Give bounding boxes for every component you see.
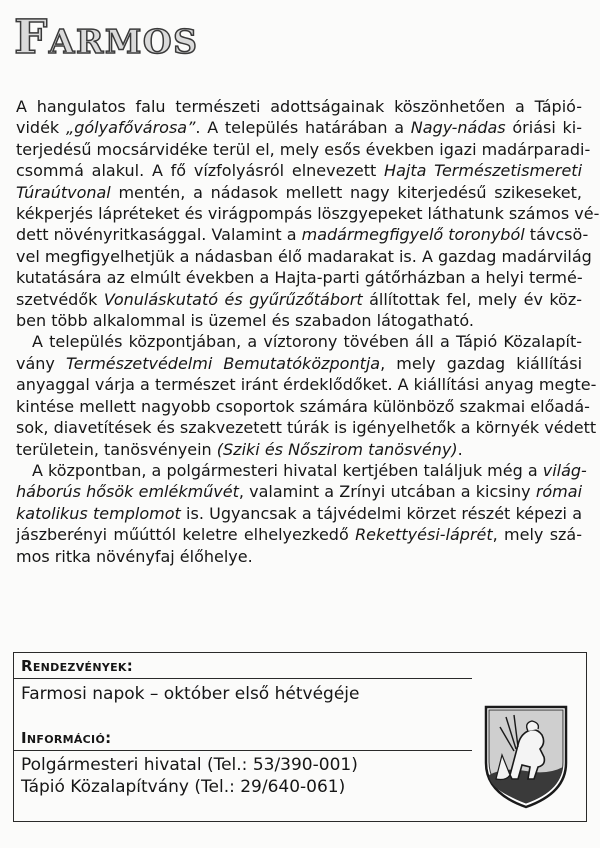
info-heading: Információ: bbox=[21, 729, 112, 747]
text-run: vány bbox=[16, 353, 66, 373]
events-text: Farmosi napok – október első hétvégéje bbox=[21, 684, 360, 704]
paragraph bbox=[16, 331, 597, 459]
text-run: állítottak fel, mely év köz- bbox=[362, 289, 583, 309]
text-run: mentén, a nádasok mellett nagy kiterjedésű szikeseket, bbox=[110, 182, 582, 202]
text-run: anyaggal várja a természet iránt érdeklődőket. A kiállítási anyag megte- bbox=[16, 375, 597, 395]
text-run: kintése mellett nagyobb csoportok számára különböző szakmai előadá- bbox=[16, 396, 590, 416]
text-run: . A település határában a bbox=[195, 118, 411, 138]
article-body bbox=[16, 96, 600, 567]
text-run: is. Ugyancsak a tájvédelmi körzet részét képezi a bbox=[180, 503, 583, 523]
emphasis-text: Hajta Természetismereti bbox=[384, 161, 583, 181]
text-run: mos ritka növényfaj élőhelye. bbox=[16, 546, 253, 566]
text-run: sok, diavetítések és szakvezetett túrák is igényelhetők a környék védett bbox=[16, 418, 597, 438]
emphasis-text: „gólyafővárosa” bbox=[65, 118, 196, 138]
text-line bbox=[16, 96, 582, 117]
events-heading: Rendezvények: bbox=[21, 657, 134, 675]
text-line bbox=[16, 289, 582, 310]
text-line bbox=[16, 267, 582, 288]
text-run: területein, tanösvényein bbox=[16, 439, 217, 459]
text-line bbox=[16, 331, 582, 352]
text-run: vel megfigyelhetjük a nádasban élő madarakat is. A gazdag madárvilág bbox=[16, 246, 592, 266]
emphasis-text: Túraútvonal bbox=[16, 182, 111, 202]
text-run: kutatására az elmúlt években a Hajta-parti gátőrházban a helyi termé- bbox=[16, 268, 583, 288]
text-line bbox=[16, 460, 587, 481]
contact-line: Tápió Közalapítvány (Tel.: 29/640-061) bbox=[21, 777, 346, 797]
emphasis-text: katolikus templomot bbox=[16, 503, 181, 523]
text-line bbox=[16, 182, 582, 203]
contact-line: Polgármesteri hivatal (Tel.: 53/390-001) bbox=[21, 755, 358, 775]
text-line bbox=[16, 374, 597, 395]
text-run: dett növényritkasággal. Valamint a bbox=[16, 225, 302, 245]
text-run: távcsö- bbox=[524, 225, 589, 245]
emphasis-text: Nagy-nádas bbox=[410, 118, 506, 138]
divider bbox=[14, 750, 472, 751]
text-line bbox=[16, 160, 582, 181]
text-run: szetvédők bbox=[16, 289, 104, 309]
text-line bbox=[16, 524, 582, 545]
text-run: kékperjés lápréteket és virágpompás löszgyepeket láthatunk számos vé- bbox=[16, 204, 600, 224]
emphasis-text: (Sziki és Nőszirom tanösvény) bbox=[216, 439, 458, 459]
emphasis-text: háborús hősök emlékművét bbox=[16, 482, 239, 502]
text-run: vidék bbox=[16, 118, 66, 138]
text-line bbox=[16, 503, 582, 524]
text-line bbox=[16, 481, 582, 502]
text-line bbox=[16, 246, 592, 267]
text-run: , mely szá- bbox=[492, 525, 583, 545]
text-line bbox=[16, 439, 582, 460]
paragraph bbox=[16, 460, 587, 567]
page-title: Farmos bbox=[14, 10, 199, 65]
text-line bbox=[16, 546, 582, 567]
emphasis-text: Vonuláskutató és gyűrűzőtábort bbox=[103, 289, 363, 309]
text-line bbox=[16, 203, 600, 224]
text-run: ben több alkalommal is üzemel és szabadon látogatható. bbox=[16, 311, 474, 331]
text-run: csommá alakul. A fő vízfolyásról elnevezett bbox=[16, 161, 385, 181]
emphasis-text: római bbox=[535, 482, 583, 502]
text-line bbox=[16, 310, 582, 331]
text-run: A település központjában, a víztorony tövében áll a Tápió Közalapít- bbox=[32, 332, 582, 352]
text-line bbox=[16, 353, 582, 374]
emphasis-text: Rekettyési-láprét bbox=[355, 525, 493, 545]
emphasis-text: Természetvédelmi Bemutatóközpontja bbox=[65, 353, 381, 373]
text-run: A központban, a polgármesteri hivatal kertjében találjuk még a bbox=[32, 460, 543, 480]
text-run: A hangulatos falu természeti adottságainak köszönhetően a Tápió- bbox=[16, 97, 582, 116]
divider bbox=[14, 678, 472, 679]
emphasis-text: madármegfigyelő toronyból bbox=[301, 225, 525, 245]
text-line bbox=[16, 139, 591, 160]
text-run: jászberényi műúttól keletre elhelyezkedő bbox=[16, 525, 356, 545]
coat-of-arms-icon bbox=[484, 705, 568, 809]
text-line bbox=[16, 417, 597, 438]
text-run: . bbox=[457, 439, 463, 459]
text-run: , mely gazdag kiállítási bbox=[380, 353, 583, 373]
text-line bbox=[16, 224, 589, 245]
text-line bbox=[16, 117, 582, 138]
info-box bbox=[13, 652, 587, 822]
paragraph bbox=[16, 96, 600, 331]
text-run: terjedésű mocsárvidéke terül el, mely esős években igazi madárparadi- bbox=[16, 139, 591, 159]
text-line bbox=[16, 396, 590, 417]
text-run: , valamint a Zrínyi utcában a kicsiny bbox=[238, 482, 536, 502]
emphasis-text: világ- bbox=[542, 460, 587, 480]
text-run: óriási ki- bbox=[505, 118, 583, 138]
